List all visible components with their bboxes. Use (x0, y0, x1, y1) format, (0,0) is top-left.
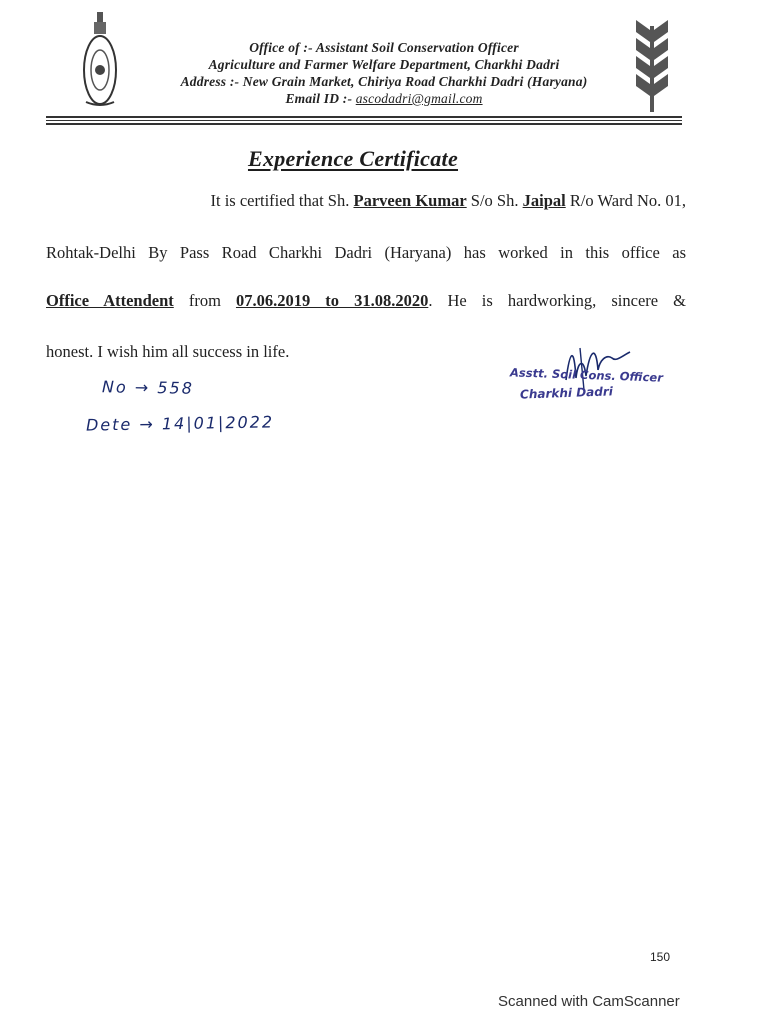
employment-period: 07.06.2019 to 31.08.2020 (235, 291, 429, 310)
body-line-4: honest. I wish him all success in life. (46, 342, 290, 361)
handwritten-date: Dete → 14|01|2022 (85, 412, 275, 435)
stamp-location: Charkhi Dadri (519, 384, 614, 402)
office-name: Office of :- Assistant Soil Conservation Officer (249, 40, 519, 55)
handwritten-number: No → 558 (101, 377, 195, 398)
email-link[interactable]: ascodadri@gmail.com (355, 91, 483, 106)
body-line-1 (46, 191, 686, 211)
body-text: S/o Sh. (466, 191, 523, 210)
body-text: from (173, 291, 236, 310)
designation: Office Attendent (46, 291, 174, 310)
father-name: Jaipal (522, 191, 566, 210)
body-line-3 (46, 291, 686, 311)
page-number: 150 (650, 950, 671, 964)
email-line (0, 91, 768, 107)
body-line-2: Rohtak-Delhi By Pass Road Charkhi Dadri (Haryana) has worked in this office as (46, 243, 686, 262)
body-text: . He is hardworking, sincere & (428, 291, 686, 310)
document-title: Experience Certificate (247, 146, 459, 171)
email-label: Email ID :- (285, 91, 356, 106)
body-text: It is certified that Sh. (210, 191, 354, 210)
department-name: Agriculture and Farmer Welfare Department, Charkhi Dadri (208, 57, 560, 72)
scanner-watermark: Scanned with CamScanner (498, 993, 680, 1010)
stamp-designation: Asstt. Soil Cons. Officer (509, 365, 664, 385)
body-text: R/o Ward No. 01, (565, 191, 686, 210)
office-address: Address :- New Grain Market, Chiriya Road Charkhi Dadri (Haryana) (180, 74, 588, 89)
employee-name: Parveen Kumar (353, 191, 467, 210)
header-divider (46, 116, 682, 124)
